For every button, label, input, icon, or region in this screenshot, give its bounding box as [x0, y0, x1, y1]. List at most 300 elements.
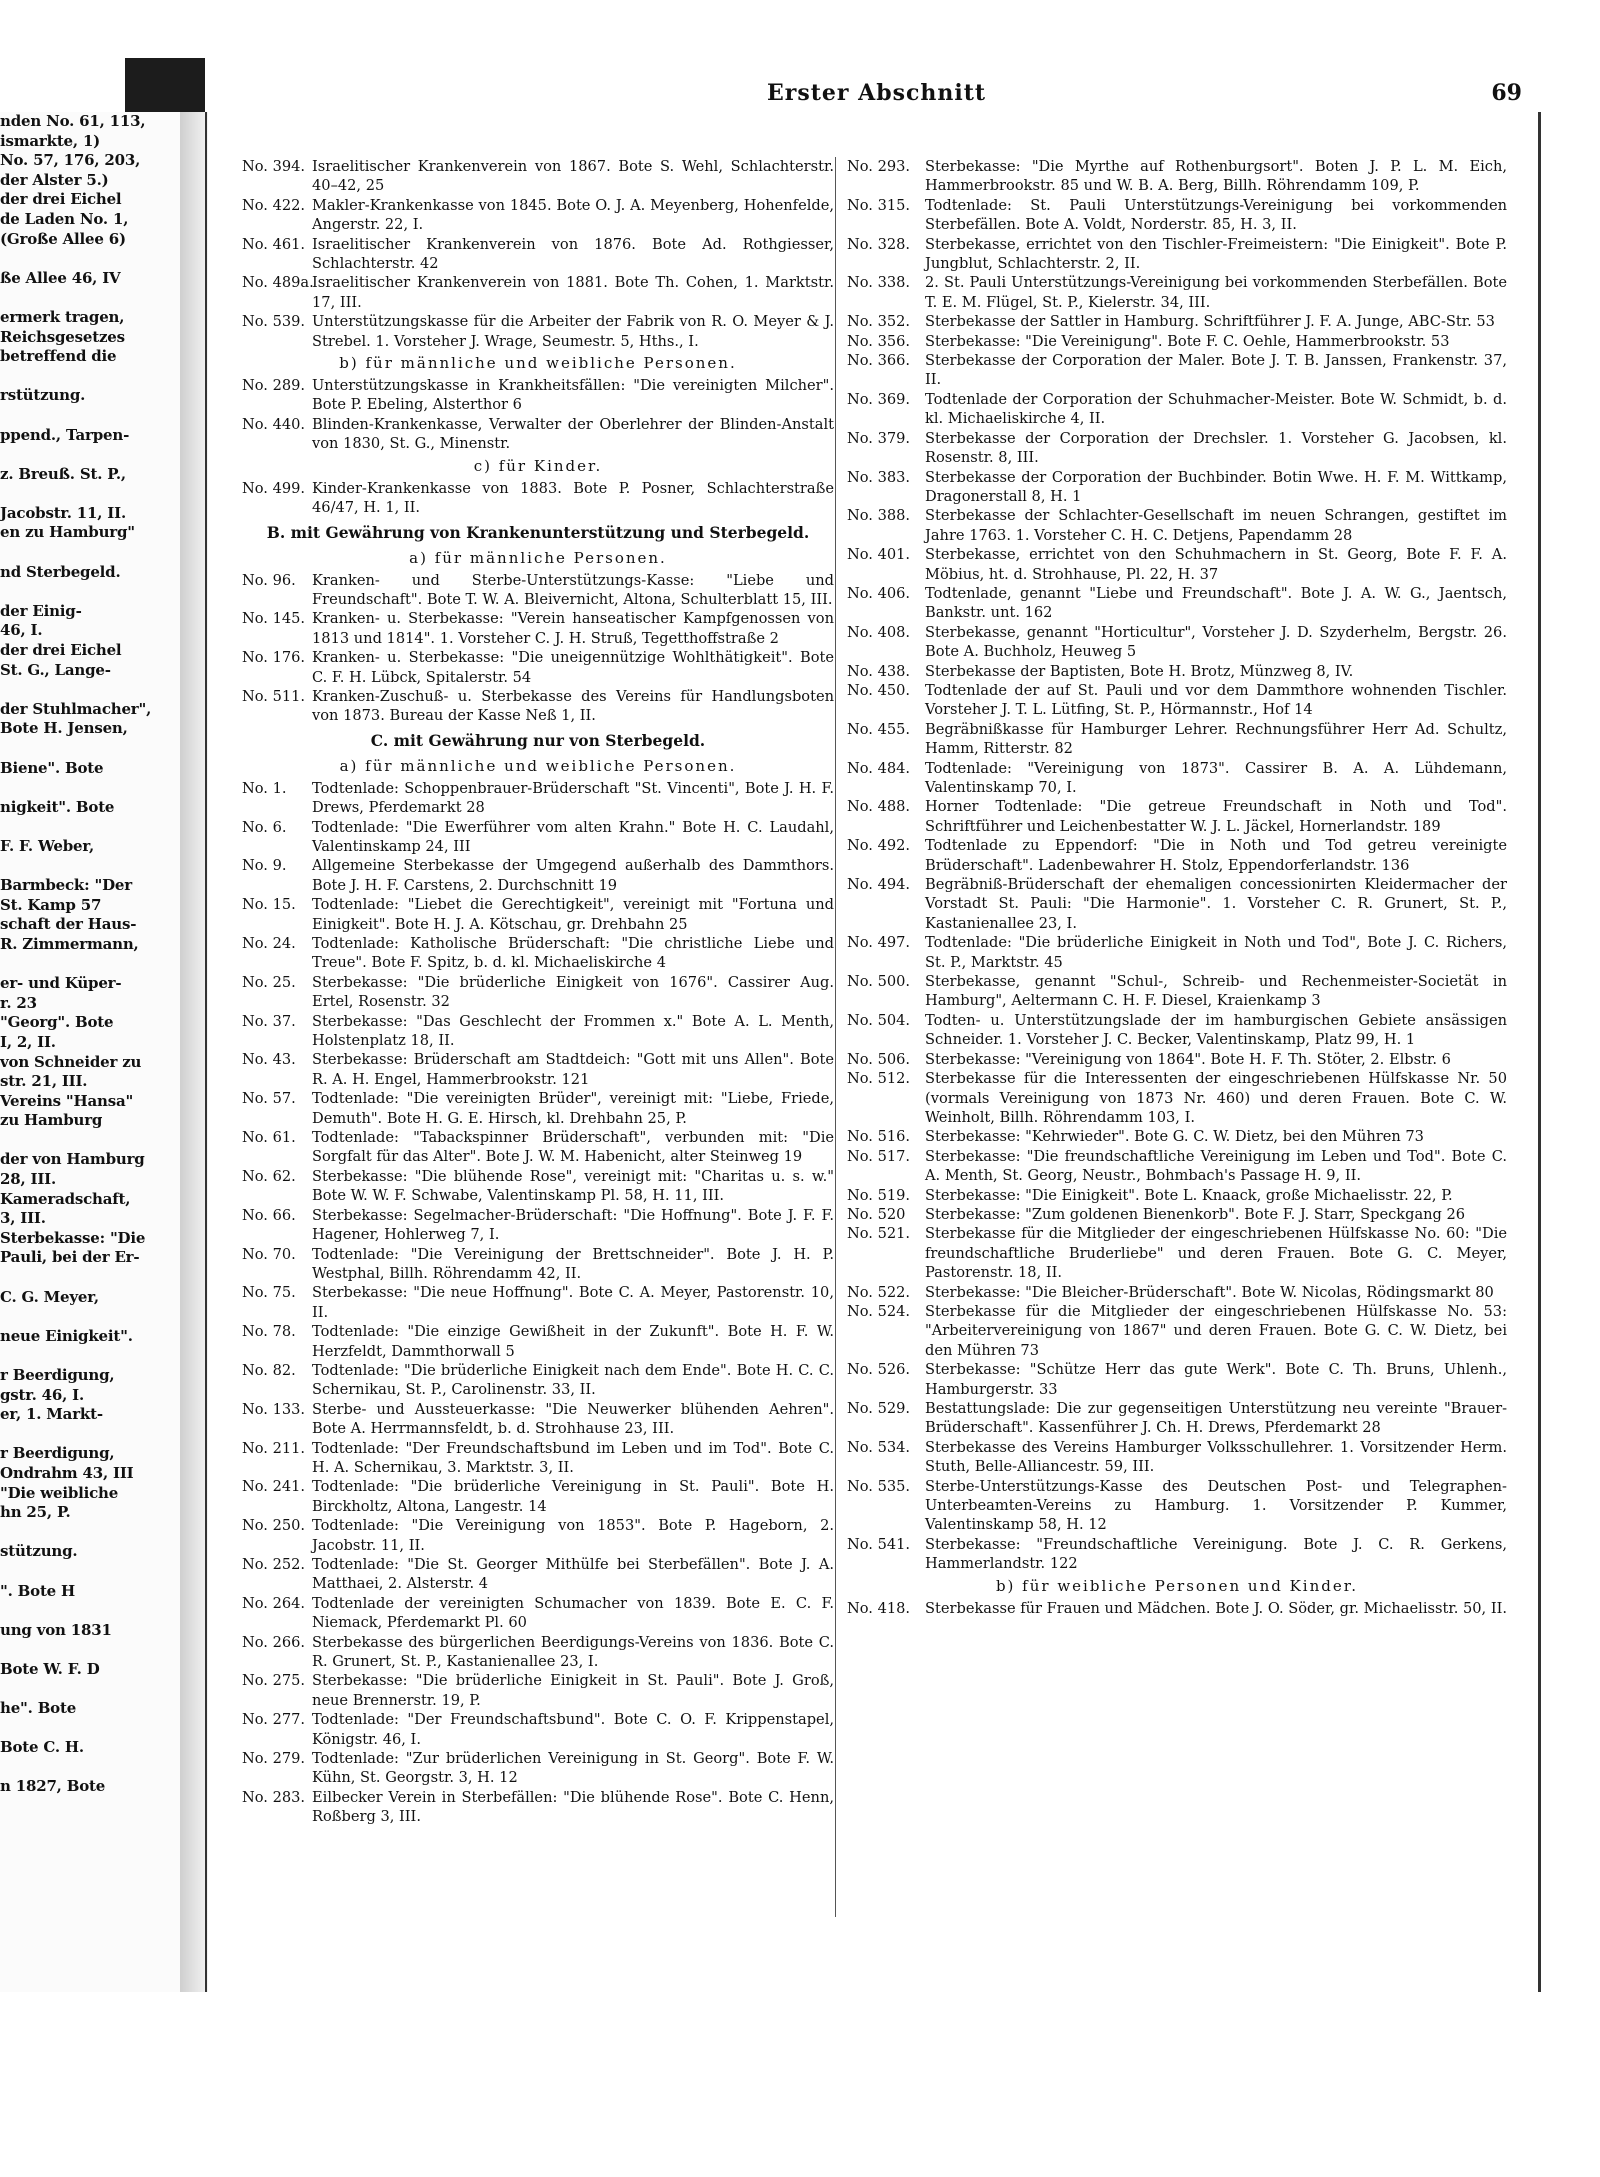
entry-text: Sterbekasse: Segelmacher-Brüderschaft: "Die Hoffnung". Bote J. F. F. Hagener, Hohlerweg 7, I.	[312, 1206, 834, 1244]
entry-number: No. 266.	[242, 1633, 306, 1651]
entry-text: Blinden-Krankenkasse, Verwalter der Oberlehrer der Blinden-Anstalt von 1830, St. G., Minenstr.	[312, 415, 834, 453]
register-entry	[242, 1477, 834, 1516]
left-page-line: betreffend die	[0, 347, 117, 366]
subsection-heading: b) für männliche und weibliche Personen.	[339, 354, 737, 373]
entry-text: Sterbekasse, genannt "Horticultur", Vorsteher J. D. Szyderhelm, Bergstr. 26. Bote A. Buchholz, Heuweg 5	[925, 623, 1507, 661]
left-page-line	[0, 1268, 180, 1288]
entry-text: Todtenlade der vereinigten Schumacher von 1839. Bote E. C. F. Niemack, Pferdemarkt Pl. 60	[312, 1594, 834, 1632]
entry-number: No. 43.	[242, 1051, 296, 1069]
left-page-line	[0, 1680, 180, 1700]
register-entry	[242, 1439, 834, 1478]
register-entry	[242, 1594, 834, 1633]
register-entry	[242, 1128, 834, 1167]
register-entry	[242, 856, 834, 895]
entry-number: No. 484.	[847, 759, 911, 777]
register-entry	[242, 1012, 834, 1051]
register-entry	[242, 376, 834, 415]
entry-text: Sterbekasse: "Die brüderliche Einigkeit in St. Pauli". Bote J. Groß, neue Brennerstr. 19, P.	[312, 1672, 834, 1709]
entry-number: No. 275.	[242, 1672, 306, 1690]
entry-number: No. 406.	[847, 584, 911, 602]
entry-number: No. 133.	[242, 1400, 306, 1418]
entry-number: No. 440.	[242, 415, 306, 433]
entry-number: No. 241.	[242, 1478, 306, 1496]
entry-text: Todtenlade der auf St. Pauli und vor dem Dammthore wohnenden Tischler. Vorsteher J. T. L. Lütfing, St. P., Hörmannstr., Hof 14	[925, 681, 1507, 719]
register-entry	[847, 332, 1507, 351]
left-page-line: I, 2, II.	[0, 1032, 56, 1051]
entry-number: No. 379.	[847, 429, 911, 447]
register-entry	[242, 1322, 834, 1361]
left-page-line	[0, 778, 180, 798]
page-edge-rule	[1538, 112, 1541, 1992]
entry-text: Todten- u. Unterstützungslade der im hamburgischen Gebiete ansässigen Schneider. 1. Vorsteher J. C. Becker, Valentinskamp, Platz 99, H. 1	[925, 1011, 1507, 1049]
left-page-line: gstr. 46, I.	[0, 1385, 84, 1404]
entry-number: No. 506.	[847, 1050, 911, 1068]
register-entry	[242, 1167, 834, 1206]
left-page-line	[0, 249, 180, 269]
register-entry	[242, 687, 834, 726]
entry-text: Sterbekasse für die Interessenten der eingeschriebenen Hülfskasse Nr. 50 (vormals Vereinigung von 1873 Nr. 460) und deren Frauen. Bote C. W. Weinholt, Billh. Röhrendamm 103, I.	[925, 1070, 1507, 1126]
entry-number: No. 516.	[847, 1128, 911, 1146]
entry-text: 2. St. Pauli Unterstützungs-Vereinigung bei vorkommenden Sterbefällen. Bote T. E. M. Flügel, St. P., Kielerstr. 34, III.	[925, 274, 1507, 311]
left-page-line: "Die weibliche	[0, 1483, 119, 1502]
entry-number: No. 315.	[847, 196, 911, 214]
entry-number: No. 388.	[847, 507, 911, 525]
entry-text: Makler-Krankenkasse von 1845. Bote O. J. A. Meyenberg, Hohenfelde, Angerstr. 22, I.	[312, 196, 834, 234]
register-entry	[242, 648, 834, 687]
entry-number: No. 512.	[847, 1070, 911, 1088]
register-entry	[847, 157, 1507, 196]
entry-number: No. 541.	[847, 1535, 911, 1553]
entry-text: Sterbekasse des bürgerlichen Beerdigungs-Vereins von 1836. Bote C. R. Grunert, St. P., Kastanienallee 23, I.	[312, 1633, 834, 1671]
entry-number: No. 504.	[847, 1011, 911, 1029]
register-entry	[242, 1788, 834, 1827]
entry-text: Israelitischer Krankenverein von 1876. Bote Ad. Rothgiesser, Schlachterstr. 42	[312, 235, 834, 273]
left-page-line: von Schneider zu	[0, 1052, 142, 1071]
register-entry	[242, 1671, 834, 1710]
left-page-line	[0, 857, 180, 877]
entry-number: No. 497.	[847, 934, 911, 952]
left-page-line	[0, 1523, 180, 1543]
entry-text: Todtenlade: "Die Ewerführer vom alten Krahn." Bote H. C. Laudahl, Valentinskamp 24, III	[312, 818, 834, 855]
entry-number: No. 534.	[847, 1438, 911, 1456]
entry-text: Todtenlade: St. Pauli Unterstützungs-Vereinigung bei vorkommenden Sterbefällen. Bote A. Voldt, Norderstr. 85, H. 3, II.	[925, 196, 1507, 234]
register-entry	[847, 1360, 1507, 1399]
entry-text: Unterstützungskasse für die Arbeiter der Fabrik von R. O. Meyer & J. Strebel. 1. Vorsteher J. Wrage, Seumestr. 5, Hths., I.	[312, 313, 834, 350]
entry-number: No. 366.	[847, 352, 911, 370]
left-page-line	[0, 367, 180, 387]
entry-text: Todtenlade, genannt "Liebe und Freundschaft". Bote J. A. W. G., Jaentsch, Bankstr. unt. 162	[925, 584, 1507, 622]
entry-text: Sterbekasse: "Zum goldenen Bienenkorb". Bote F. J. Starr, Speckgang 26	[925, 1205, 1466, 1223]
left-page-line: Reichsgesetzes	[0, 327, 125, 346]
entry-text: Horner Todtenlade: "Die getreue Freundschaft in Noth und Tod". Schriftführer und Leichenbestatter W. J. L. Jäckel, Hornerlandstr. 189	[925, 798, 1507, 835]
entry-number: No. 96.	[242, 571, 296, 589]
entry-number: No. 539.	[242, 313, 306, 331]
entry-number: No. 394.	[242, 158, 306, 175]
register-entry	[242, 1245, 834, 1284]
entry-text: Todtenlade: "Die brüderliche Einigkeit in Noth und Tod", Bote J. C. Richers, St. P., Marktstr. 45	[925, 934, 1507, 971]
entry-number: No. 338.	[847, 274, 911, 292]
left-page-line: C. G. Meyer,	[0, 1287, 99, 1306]
entry-text: Sterbekasse: Brüderschaft am Stadtdeich: "Gott mit uns Allen". Bote R. A. H. Engel, Hammerbrookstr. 121	[312, 1051, 834, 1088]
register-entry	[242, 273, 834, 312]
entry-text: Kranken-Zuschuß- u. Sterbekasse des Vereins für Handlungsboten von 1873. Bureau der Kasse Neß 1, II.	[312, 687, 834, 725]
entry-number: No. 78.	[242, 1323, 296, 1341]
entry-text: Sterbekasse, errichtet von den Tischler-Freimeistern: "Die Einigkeit". Bote P. Jungblut, Schlachterstr. 2, II.	[925, 235, 1507, 273]
register-entry	[847, 273, 1507, 312]
entry-text: Sterbekasse: "Die Myrthe auf Rothenburgsort". Boten J. P. L. M. Eich, Hammerbrookstr. 85 und W. B. A. Berg, Billh. Röhrendamm 109, P.	[925, 158, 1507, 195]
left-page-line: nigkeit". Bote	[0, 797, 115, 816]
entry-number: No. 15.	[242, 896, 296, 914]
entry-number: No. 511.	[242, 687, 306, 705]
entry-text: Sterbekasse, errichtet von den Schuhmachern in St. Georg, Bote F. F. A. Möbius, ht. d. Strohhause, Pl. 22, H. 37	[925, 546, 1507, 583]
left-page-line: z. Breuß. St. P.,	[0, 464, 126, 483]
left-page-line: n 1827, Bote	[0, 1777, 106, 1796]
left-page-line	[0, 1562, 180, 1582]
entry-text: Todtenlade: Katholische Brüderschaft: "Die christliche Liebe und Treue". Bote F. Spitz, b. d. kl. Michaeliskirche 4	[312, 935, 834, 972]
register-entry	[242, 415, 834, 454]
entry-text: Sterbekasse: "Kehrwieder". Bote G. C. W. Dietz, bei den Mühren 73	[925, 1128, 1424, 1146]
left-page-fragment	[0, 112, 182, 1992]
entry-number: No. 519.	[847, 1186, 911, 1204]
entry-text: Sterbekasse: "Schütze Herr das gute Werk". Bote C. Th. Bruns, Uhlenh., Hamburgerstr. 33	[925, 1361, 1507, 1398]
entry-text: Todtenlade: "Die Vereinigung von 1853". Bote P. Hageborn, 2. Jacobstr. 11, II.	[312, 1517, 834, 1554]
left-page-line: ". Bote H	[0, 1581, 76, 1600]
left-page-line: str. 21, III.	[0, 1072, 88, 1091]
register-entry	[847, 1599, 1507, 1618]
register-entry	[242, 779, 834, 818]
register-entry	[242, 609, 834, 648]
register-entry	[847, 1399, 1507, 1438]
left-page-line: ung von 1831	[0, 1620, 112, 1639]
register-entry	[242, 1749, 834, 1788]
entry-number: No. 369.	[847, 390, 911, 408]
entry-text: Sterbekasse: "Die Einigkeit". Bote L. Knaack, große Michaelisstr. 22, P.	[925, 1186, 1453, 1204]
entry-text: Todtenlade zu Eppendorf: "Die in Noth und Tod getreu vereinigte Brüderschaft". Ladenbewahrer H. Stolz, Eppendorferlandstr. 136	[925, 837, 1507, 874]
left-page-line	[0, 1425, 180, 1445]
left-page-line	[0, 1719, 180, 1739]
entry-text: Allgemeine Sterbekasse der Umgegend außerhalb des Dammthors. Bote J. H. F. Carstens, 2. Durchschnitt 19	[312, 857, 834, 894]
entry-number: No. 401.	[847, 546, 911, 564]
register-entry	[242, 1361, 834, 1400]
left-column	[242, 157, 834, 1827]
entry-text: Todtenlade: "Die Vereinigung der Brettschneider". Bote J. H. P. Westphal, Billh. Röhrendamm 42, II.	[312, 1245, 834, 1282]
register-entry	[847, 1283, 1507, 1302]
entry-text: Todtenlade: "Die brüderliche Vereinigung in St. Pauli". Bote H. Birckholtz, Altona, Langestr. 14	[312, 1478, 834, 1515]
register-entry	[847, 390, 1507, 429]
entry-number: No. 356.	[847, 332, 911, 350]
subsection-heading: a) für männliche und weibliche Personen.	[339, 756, 737, 775]
register-entry	[847, 584, 1507, 623]
entry-text: Sterbekasse: "Die Bleicher-Brüderschaft". Bote W. Nicolas, Rödingsmarkt 80	[925, 1283, 1494, 1301]
left-page-line: 28, III.	[0, 1170, 56, 1189]
register-entry	[847, 720, 1507, 759]
subsection-heading: b) für weibliche Personen und Kinder.	[995, 1576, 1359, 1595]
entry-text: Todtenlade: "Liebet die Gerechtigkeit", vereinigt mit "Fortuna und Einigkeit". Bote H. J. A. Kötschau, gr. Drehbahn 25	[312, 896, 834, 933]
entry-number: No. 500.	[847, 973, 911, 991]
entry-number: No. 57.	[242, 1090, 296, 1108]
register-entry	[242, 1089, 834, 1128]
entry-number: No. 520	[847, 1205, 906, 1223]
entry-text: Kranken- u. Sterbekasse: "Verein hanseatischer Kampfgenossen von 1813 und 1814". 1. Vorsteher C. J. H. Struß, Tegetthoffstraße 2	[312, 610, 834, 647]
register-entry	[847, 545, 1507, 584]
entry-text: Sterbe- und Aussteuerkasse: "Die Neuwerker blühenden Aehren". Bote A. Herrmannsfeldt, b. d. Strohhause 23, III.	[312, 1400, 834, 1438]
left-page-line: rstützung.	[0, 386, 86, 405]
entry-text: Sterbekasse: "Die brüderliche Einigkeit von 1676". Cassirer Aug. Ertel, Rosenstr. 32	[312, 973, 834, 1011]
entry-number: No. 252.	[242, 1556, 306, 1573]
left-page-line: nd Sterbegeld.	[0, 562, 121, 581]
entry-number: No. 383.	[847, 468, 911, 486]
entry-text: Sterbekasse: "Freundschaftliche Vereinigung. Bote J. C. R. Gerkens, Hammerlandstr. 122	[925, 1535, 1507, 1573]
register-entry	[847, 797, 1507, 836]
left-page-line: zu Hamburg	[0, 1111, 103, 1130]
entry-text: Sterbekasse des Vereins Hamburger Volksschullehrer. 1. Vorsitzender Herm. Stuth, Belle-Alliancestr. 59, III.	[925, 1438, 1507, 1476]
entry-number: No. 279.	[242, 1750, 306, 1768]
entry-text: Todtenlade: "Die einzige Gewißheit in der Zukunft". Bote H. F. W. Herzfeldt, Dammthorwall 5	[312, 1323, 834, 1360]
left-page-line	[0, 1758, 180, 1778]
left-page-line	[0, 445, 180, 465]
left-page-line: Biene". Bote	[0, 758, 104, 777]
entry-text: Sterbekasse: "Das Geschlecht der Frommen x." Bote A. L. Menth, Holstenplatz 18, II.	[312, 1012, 834, 1050]
entry-text: Sterbekasse der Corporation der Maler. Bote J. T. B. Janssen, Frankenstr. 37, II.	[925, 352, 1507, 389]
register-entry	[847, 1069, 1507, 1127]
entry-number: No. 250.	[242, 1517, 306, 1535]
left-page-line: F. F. Weber,	[0, 836, 95, 855]
entry-number: No. 70.	[242, 1245, 296, 1263]
register-entry	[242, 1555, 834, 1594]
entry-number: No. 61.	[242, 1129, 296, 1147]
entry-number: No. 283.	[242, 1788, 306, 1806]
entry-number: No. 289.	[242, 377, 306, 395]
left-page-line	[0, 1640, 180, 1660]
register-entry	[847, 1535, 1507, 1574]
left-page-line: er- und Küper-	[0, 974, 122, 993]
entry-number: No. 328.	[847, 235, 911, 253]
entry-text: Sterbekasse für die Mitglieder der eingeschriebenen Hülfskasse No. 53: "Arbeitervereinigung von 1867" und deren Frauen. Bote G. C. W. Dietz, bei den Mühren 73	[925, 1302, 1507, 1359]
left-page-line: Barmbeck: "Der	[0, 876, 132, 895]
entry-number: No. 461.	[242, 235, 306, 253]
right-column	[847, 157, 1507, 1618]
left-page-line: 3, III.	[0, 1209, 46, 1228]
left-page-line: Sterbekasse: "Die	[0, 1228, 146, 1247]
left-page-line: r Beerdigung,	[0, 1444, 115, 1463]
left-page-line: Vereins "Hansa"	[0, 1091, 134, 1110]
entry-text: Eilbecker Verein in Sterbefällen: "Die blühende Rose". Bote C. Henn, Roßberg 3, III.	[312, 1788, 834, 1826]
subsection-heading: c) für Kinder.	[473, 456, 603, 475]
left-page-line: nden No. 61, 113,	[0, 112, 146, 130]
register-entry	[242, 818, 834, 857]
entry-number: No. 529.	[847, 1400, 911, 1417]
register-entry	[847, 312, 1507, 331]
register-entry	[242, 235, 834, 274]
entry-text: Israelitischer Krankenverein von 1881. Bote Th. Cohen, 1. Marktstr. 17, III.	[312, 274, 834, 311]
register-entry	[847, 506, 1507, 545]
entry-number: No. 293.	[847, 158, 911, 175]
left-page-line: 46, I.	[0, 621, 43, 640]
entry-number: No. 526.	[847, 1361, 911, 1379]
entry-text: Begräbniß-Brüderschaft der ehemaligen concessionirten Kleidermacher der Vorstadt St. Pauli: "Die Harmonie". 1. Vorsteher C. R. Grunert, St. P., Kastanienallee 23, I.	[925, 876, 1507, 932]
register-entry	[242, 895, 834, 934]
entry-number: No. 408.	[847, 623, 911, 641]
register-entry	[847, 662, 1507, 681]
left-page-line: Bote H. Jensen,	[0, 719, 128, 738]
entry-text: Sterbekasse der Schlachter-Gesellschaft im neuen Schrangen, gestiftet im Jahre 1763. 1. Vorsteher C. H. C. Detjens, Papendamm 28	[925, 507, 1507, 544]
left-page-line: der von Hamburg	[0, 1150, 145, 1169]
left-page-line: ße Allee 46, IV	[0, 268, 121, 287]
entry-text: Sterbekasse: "Die blühende Rose", vereinigt mit: "Charitas u. s. w." Bote W. W. F. Schwabe, Valentinskamp Pl. 58, H. 11, III.	[312, 1167, 834, 1205]
subsection-heading: a) für männliche Personen.	[409, 548, 667, 567]
left-page-line: neue Einigkeit".	[0, 1326, 133, 1345]
left-page-line: Bote C. H.	[0, 1738, 84, 1757]
entry-text: Todtenlade: "Der Freundschaftsbund im Leben und im Tod". Bote C. H. A. Schernikau, 3. Marktstr. 3, II.	[312, 1439, 834, 1476]
entry-number: No. 277.	[242, 1711, 306, 1729]
left-page-line	[0, 582, 180, 602]
entry-text: Kranken- und Sterbe-Unterstützungs-Kasse: "Liebe und Freundschaft". Bote T. W. A. Bleivernicht, Altona, Schulterblatt 15, III.	[312, 571, 834, 608]
register-entry	[242, 479, 834, 518]
left-page-line: R. Zimmermann,	[0, 934, 139, 953]
entry-text: Todtenlade: "Der Freundschaftsbund". Bote C. O. F. Krippenstapel, Königstr. 46, I.	[312, 1711, 834, 1748]
register-entry	[847, 1127, 1507, 1146]
left-page-line: he". Bote	[0, 1699, 77, 1718]
entry-text: Sterbekasse: "Die freundschaftliche Vereinigung im Leben und Tod". Bote C. A. Menth, St. Georg, Neustr., Bohmbach's Passage H. 9, II.	[925, 1147, 1507, 1185]
register-entry	[847, 1147, 1507, 1186]
entry-text: Sterbekasse der Corporation der Drechsler. 1. Vorsteher G. Jacobsen, kl. Rosenstr. 8, III.	[925, 429, 1507, 467]
entry-text: Sterbekasse für die Mitglieder der eingeschriebenen Hülfskasse No. 60: "Die freundschaftliche Bruderliebe" und deren Frauen. Bote G. C. Meyer, Pastorenstr. 18, II.	[925, 1225, 1507, 1282]
register-entry	[847, 1302, 1507, 1360]
entry-number: No. 492.	[847, 837, 911, 855]
document-page	[205, 80, 1542, 1992]
register-entry	[847, 351, 1507, 390]
entry-number: No. 62.	[242, 1167, 296, 1185]
register-entry	[242, 973, 834, 1012]
left-page-line: der drei Eichel	[0, 641, 122, 660]
left-page-line	[0, 1601, 180, 1621]
entry-text: Todtenlade: "Die St. Georger Mithülfe bei Sterbefällen". Bote J. A. Matthaei, 2. Alsterstr. 4	[312, 1556, 834, 1593]
entry-number: No. 82.	[242, 1361, 296, 1379]
left-page-line: St. G., Lange-	[0, 660, 111, 679]
entry-number: No. 24.	[242, 935, 296, 952]
left-page-line: ismarkte, 1)	[0, 131, 101, 150]
entry-number: No. 494.	[847, 876, 911, 894]
entry-number: No. 418.	[847, 1599, 911, 1617]
register-entry	[847, 468, 1507, 507]
left-page-line: r. 23	[0, 993, 37, 1012]
entry-text: Todtenlade: "Die vereinigten Brüder", vereinigt mit: "Liebe, Friede, Demuth". Bote H. G. E. Hirsch, kl. Drehbahn 25, P.	[312, 1090, 834, 1127]
entry-text: Sterbekasse für Frauen und Mädchen. Bote J. O. Söder, gr. Michaelisstr. 50, II.	[925, 1599, 1507, 1617]
register-entry	[847, 235, 1507, 274]
left-page-line: Bote W. F. D	[0, 1659, 100, 1678]
entry-number: No. 37.	[242, 1012, 296, 1030]
left-page-line: Pauli, bei der Er-	[0, 1248, 140, 1267]
register-entry	[847, 1186, 1507, 1205]
section-heading: B. mit Gewährung von Krankenunterstützung und Sterbegeld.	[266, 522, 810, 542]
entry-text: Todtenlade: Schoppenbrauer-Brüderschaft "St. Vincenti", Bote J. H. F. Drews, Pferdemarkt 28	[312, 779, 834, 817]
entry-number: No. 499.	[242, 479, 306, 497]
entry-number: No. 489a.	[242, 274, 314, 292]
register-entry	[847, 1438, 1507, 1477]
entry-number: No. 1.	[242, 779, 287, 797]
entry-number: No. 535.	[847, 1477, 911, 1495]
entry-text: Kinder-Krankenkasse von 1883. Bote P. Posner, Schlachterstraße 46/47, H. 1, II.	[312, 479, 834, 517]
entry-text: Begräbnißkasse für Hamburger Lehrer. Rechnungsführer Herr Ad. Schultz, Hamm, Ritterstr. 82	[925, 720, 1507, 758]
entry-text: Sterbekasse der Sattler in Hamburg. Schriftführer J. F. A. Junge, ABC-Str. 53	[925, 313, 1495, 331]
register-entry	[847, 759, 1507, 798]
entry-number: No. 145.	[242, 610, 306, 628]
left-page-line	[0, 1307, 180, 1327]
entry-number: No. 422.	[242, 196, 306, 214]
left-page-line	[0, 955, 180, 975]
left-page-line: hn 25, P.	[0, 1503, 71, 1522]
register-entry	[242, 1633, 834, 1672]
entry-text: Bestattungslade: Die zur gegenseitigen Unterstützung neu vereinte "Brauer-Brüderschaft". Kassenführer J. Ch. H. Drews, Pferdemarkt 28	[925, 1400, 1507, 1437]
left-page-line: stützung.	[0, 1542, 78, 1561]
entry-number: No. 176.	[242, 649, 306, 667]
left-page-line: ppend., Tarpen-	[0, 425, 130, 444]
left-page-line: St. Kamp 57	[0, 895, 102, 914]
left-page-line: (Große Allee 6)	[0, 229, 126, 248]
left-page-line: er, 1. Markt-	[0, 1405, 103, 1424]
entry-number: No. 450.	[847, 681, 911, 699]
left-page-line: "Georg". Bote	[0, 1013, 114, 1032]
entry-number: No. 211.	[242, 1439, 306, 1457]
left-page-line	[0, 739, 180, 759]
left-page-line	[0, 484, 180, 504]
entry-text: Sterbekasse der Corporation der Buchbinder. Botin Wwe. H. F. M. Wittkamp, Dragonerstall 8, H. 1	[925, 468, 1507, 505]
left-page-line	[0, 1346, 180, 1366]
register-entry	[847, 681, 1507, 720]
entry-text: Todtenlade: "Zur brüderlichen Vereinigung in St. Georg". Bote F. W. Kühn, St. Georgstr. 3, H. 12	[312, 1750, 834, 1787]
entry-text: Sterbekasse der Baptisten, Bote H. Brotz, Münzweg 8, IV.	[925, 662, 1354, 680]
left-page-line: Ondrahm 43, III	[0, 1463, 134, 1482]
register-entry	[242, 1206, 834, 1245]
scan-edge-shadow	[125, 58, 205, 118]
left-page-line: der Einig-	[0, 601, 82, 620]
entry-text: Sterbekasse: "Die neue Hoffnung". Bote C. A. Meyer, Pastorenstr. 10, II.	[312, 1284, 834, 1321]
entry-number: No. 9.	[242, 857, 287, 875]
left-page-line: schaft der Haus-	[0, 915, 137, 934]
register-entry	[242, 1050, 834, 1089]
left-page-line	[0, 406, 180, 426]
register-entry	[242, 1516, 834, 1555]
register-entry	[847, 1050, 1507, 1069]
left-page-line	[0, 1131, 180, 1151]
entry-number: No. 6.	[242, 818, 287, 836]
left-page-line: ermerk tragen,	[0, 307, 125, 326]
register-entry	[242, 196, 834, 235]
left-page-line	[0, 680, 180, 700]
entry-number: No. 488.	[847, 798, 911, 816]
register-entry	[847, 1011, 1507, 1050]
register-entry	[847, 933, 1507, 972]
left-page-line: en zu Hamburg"	[0, 523, 135, 542]
left-page-line	[0, 817, 180, 837]
entry-text: Sterbe-Unterstützungs-Kasse des Deutschen Post- und Telegraphen-Unterbeamten-Vereins zu Hamburg. 1. Vorsitzender P. Kummer, Valentinskamp 58, H. 12	[925, 1477, 1507, 1534]
entry-text: Unterstützungskasse in Krankheitsfällen: "Die vereinigten Milcher". Bote P. Ebeling, Alsterthor 6	[312, 377, 834, 414]
book-gutter	[180, 112, 208, 1992]
column-divider	[835, 157, 836, 1917]
register-entry	[847, 1205, 1507, 1224]
entry-text: Sterbekasse: "Die Vereinigung". Bote F. C. Oehle, Hammerbrookstr. 53	[925, 332, 1450, 350]
entry-number: No. 352.	[847, 313, 911, 331]
entry-text: Todtenlade der Corporation der Schuhmacher-Meister. Bote W. Schmidt, b. d. kl. Michaeliskirche 4, II.	[925, 390, 1507, 428]
register-entry	[847, 836, 1507, 875]
entry-number: No. 264.	[242, 1594, 306, 1612]
register-entry	[242, 1400, 834, 1439]
entry-text: Sterbekasse, genannt "Schul-, Schreib- und Rechenmeister-Societät in Hamburg", Aeltermann C. H. F. Diesel, Kraienkamp 3	[925, 973, 1507, 1010]
entry-text: Todtenlade: "Die brüderliche Einigkeit nach dem Ende". Bote H. C. C. Schernikau, St. P., Carolinenstr. 33, II.	[312, 1361, 834, 1399]
register-entry	[242, 934, 834, 973]
left-page-line: Jacobstr. 11, II.	[0, 503, 126, 522]
register-entry	[847, 196, 1507, 235]
